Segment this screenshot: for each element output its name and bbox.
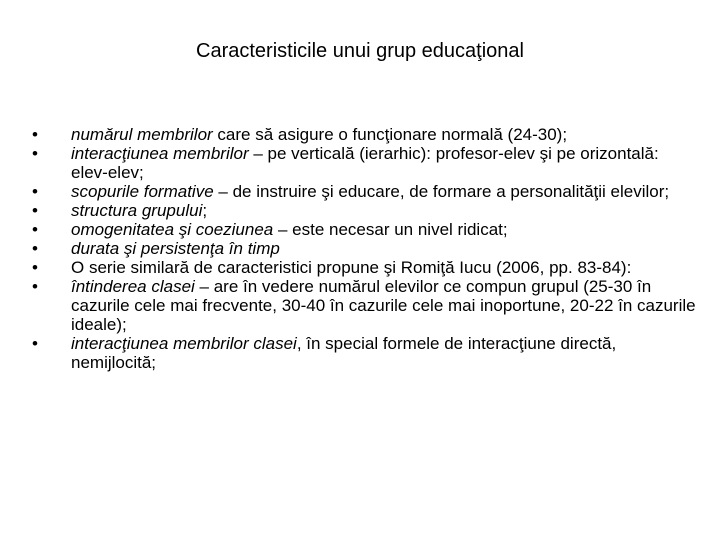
bullet-icon: • [32,277,38,296]
item-text: – are în vedere numărul elevilor ce compun grupul (25-30 în cazurile cele mai frecvente, 30-40 în cazurile cele mai inoportune, 20-22 în cazurile ideale); [71,277,696,334]
list-item [28,258,700,277]
bullet-icon: • [32,220,38,239]
list-item [28,182,700,201]
item-lead: interacţiunea membrilor [71,144,249,163]
item-text: care să asigure o funcţionare normală (24-30); [212,125,568,144]
item-text: O serie similară de caracteristici propune şi Romiţă Iucu (2006, pp. 83-84): [71,258,632,277]
bullet-list [28,125,700,372]
bullet-icon: • [32,258,38,277]
list-item [28,125,700,144]
item-lead: interacţiunea membrilor clasei [71,334,297,353]
item-text: , în special formele de interacţiune directă, nemijlocită; [71,334,617,372]
bullet-icon: • [32,239,38,258]
item-text: – de instruire şi educare, de formare a personalităţii elevilor; [213,182,670,201]
item-lead: durata şi persistenţa în timp [71,239,280,258]
list-item [28,201,700,220]
bullet-icon: • [32,201,38,220]
list-item [28,239,700,258]
item-lead: numărul membrilor [71,125,213,144]
bullet-icon: • [32,334,38,353]
item-text: – este necesar un nivel ridicat; [273,220,508,239]
bullet-icon: • [32,182,38,201]
item-lead: scopurile formative [71,182,214,201]
list-item [28,277,700,334]
list-item [28,220,700,239]
item-text: ; [202,201,208,220]
slide-title: Caracteristicile unui grup educaţional [196,40,524,62]
list-item [28,334,700,372]
item-lead: omogenitatea şi coeziunea [71,220,274,239]
item-lead: întinderea clasei [71,277,195,296]
list-item [28,144,700,182]
item-text: – pe verticală (ierarhic): profesor-elev şi pe orizontală: elev-elev; [71,144,659,182]
bullet-icon: • [32,144,38,163]
bullet-icon: • [32,125,38,144]
item-lead: structura grupului [71,201,203,220]
